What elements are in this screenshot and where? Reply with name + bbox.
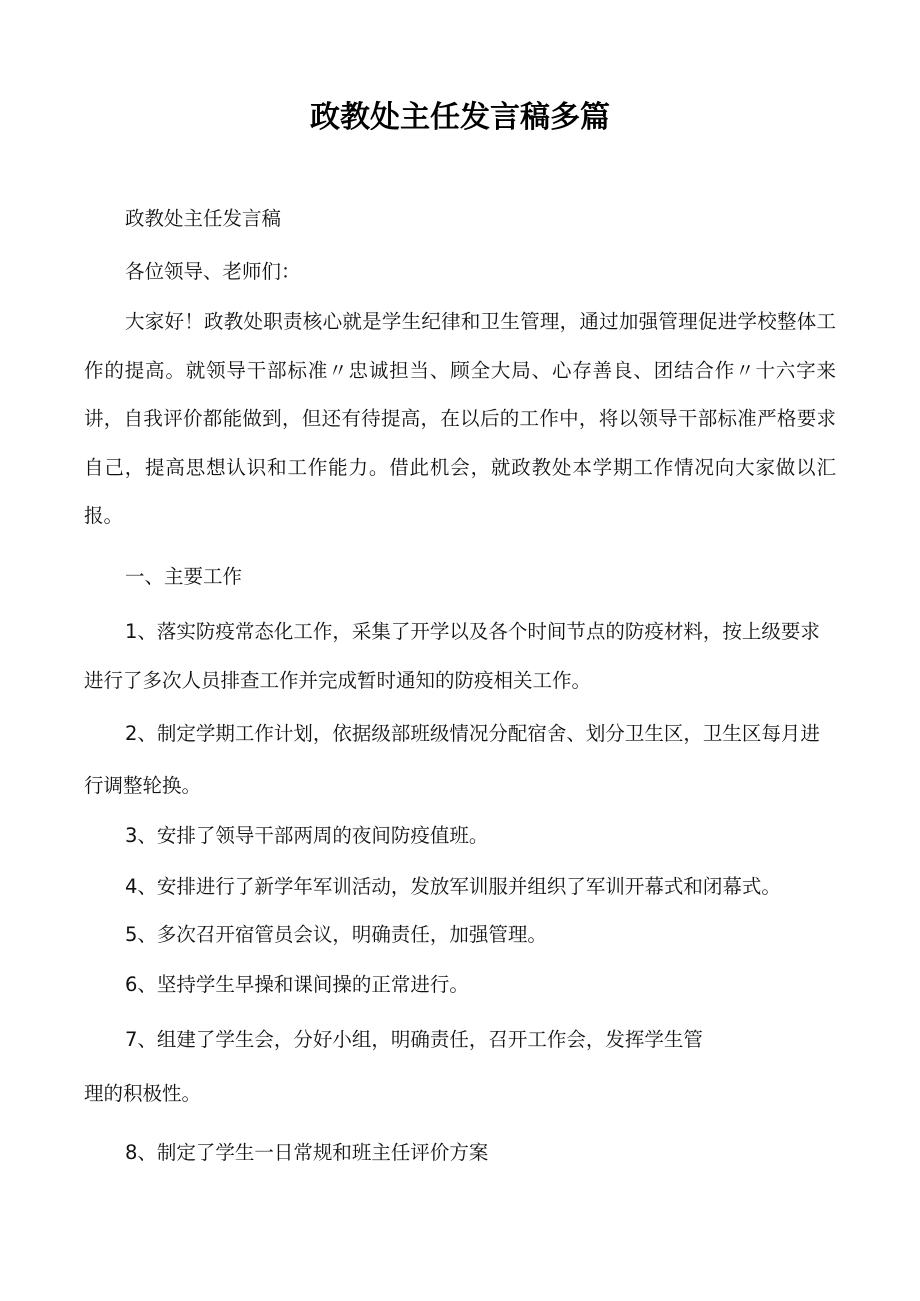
greeting: 各位领导、老师们： [125,260,301,283]
list-item-6: 6、坚持学生早操和课间操的正常进行。 [125,973,469,996]
list-item-1-line2: 进行了多次人员排查工作并完成暂时通知的防疫相关工作。 [84,669,592,692]
list-item-7-line1: 7、组建了学生会，分好小组，明确责任，召开工作会，发挥学生管 [125,1028,703,1051]
list-item-3: 3、安排了领导干部两周的夜间防疫值班。 [125,824,489,847]
document-title: 政教处主任发言稿多篇 [310,100,610,135]
list-item-2-line2: 行调整轮换。 [84,774,202,797]
list-item-4: 4、安排进行了新学年军训活动，发放军训服并组织了军训开幕式和闭幕式。 [125,875,781,898]
document-subtitle: 政教处主任发言稿 [125,207,282,230]
list-item-1-line1: 1、落实防疫常态化工作，采集了开学以及各个时间节点的防疫材料，按上级要求 [125,620,820,643]
list-item-8: 8、制定了学生一日常规和班主任评价方案 [125,1141,489,1164]
intro-paragraph: 大家好！政教处职责核心就是学生纪律和卫生管理，通过加强管理促进学校整体工作的提高。就领导干部标准〃忠诚担当、顾全大局、心存善良、团结合作〃十六字来讲，自我评价都能做到，但还有待提高，在以后的工作中，将以领导干部标准严格要求自己，提高思想认识和工作能力。借此机会，就政教处本学期工作情况向大家做以汇报。 [84,310,836,527]
list-item-5: 5、多次召开宿管员会议，明确责任，加强管理。 [125,923,547,946]
list-item-7-line2: 理的积极性。 [84,1082,202,1105]
section-heading: 一、主要工作 [125,565,243,588]
list-item-2-line1: 2、制定学期工作计划，依据级部班级情况分配宿舍、划分卫生区，卫生区每月进 [125,722,820,745]
